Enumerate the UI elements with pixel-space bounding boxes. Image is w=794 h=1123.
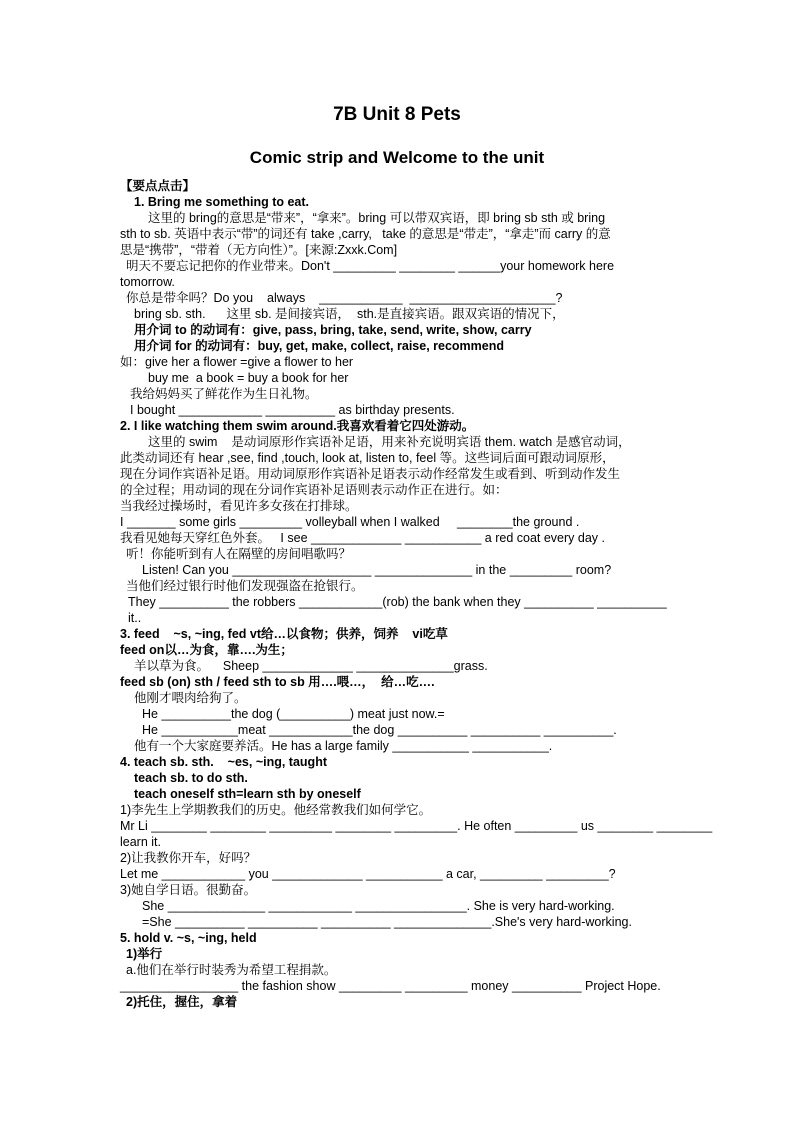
text-line: it.. bbox=[128, 611, 142, 625]
text-line: 【要点点击】 bbox=[120, 179, 196, 193]
text-line: sth to sb. 英语中表示“带”的词还有 take ,carry, take 的意思是“带走”，“拿走”而 carry 的意 bbox=[120, 227, 611, 241]
text-line: =She __________ __________ __________ ______________.She's very hard-working. bbox=[142, 915, 632, 929]
text-line: feed sb (on) sth / feed sth to sb 用….喂…， 给…吃…. bbox=[120, 675, 435, 689]
text-line: teach sb. to do sth. bbox=[134, 771, 248, 785]
text-line: 如：give her a flower =give a flower to her bbox=[120, 355, 354, 369]
text-line: I bought ____________ __________ as birthday presents. bbox=[130, 403, 455, 417]
text-line: 他刚才喂肉给狗了。 bbox=[134, 691, 247, 705]
text-line: Let me ____________ you _____________ ___________ a car, _________ _________? bbox=[120, 867, 616, 881]
text-line: 的全过程；用动词的现在分词作宾语补足语则表示动作正在进行。如： bbox=[120, 483, 508, 497]
text-line: 4. teach sb. sth. ~es, ~ing, taught bbox=[120, 755, 327, 769]
text-line: 1. Bring me something to eat. bbox=[134, 195, 310, 209]
text-line: He ___________meat ____________the dog __________ __________ __________. bbox=[142, 723, 617, 737]
text-line: _________________ the fashion show _________ _________ money __________ Project Hope. bbox=[120, 979, 661, 993]
text-line: 这里的 bring的意思是“带来”，“拿来”。bring 可以带双宾语，即 bring sb sth 或 bring bbox=[148, 211, 606, 225]
text-line: 用介词 for 的动词有：buy, get, make, collect, raise, recommend bbox=[134, 339, 505, 353]
text-line: 这里的 swim 是动词原形作宾语补足语，用来补充说明宾语 them. watch 是感官动词， bbox=[148, 435, 631, 449]
text-line: tomorrow. bbox=[120, 275, 175, 289]
text-line: 2)让我教你开车，好吗？ bbox=[120, 851, 257, 865]
text-line: bring sb. sth. 这里 sb. 是间接宾语， sth.是直接宾语。跟双宾语的情况下， bbox=[134, 307, 565, 321]
document-title: 7B Unit 8 Pets bbox=[333, 104, 461, 125]
text-line: 5. hold v. ~s, ~ing, held bbox=[120, 931, 257, 945]
text-line: 你总是带伞吗？Do you always ____________ _____________________? bbox=[126, 291, 563, 305]
text-line: buy me a book = buy a book for her bbox=[148, 371, 349, 385]
text-line: 思是“携带”，“带着（无方向性）”。[来源:Zxxk.Com] bbox=[120, 243, 398, 257]
text-line: 当他们经过银行时他们发现强盗在抢银行。 bbox=[126, 579, 364, 593]
text-line: a.他们在举行时装秀为希望工程捐款。 bbox=[126, 963, 337, 977]
text-line: 听！你能听到有人在隔壁的房间唱歌吗？ bbox=[126, 547, 352, 561]
text-line: 2)托住，握住，拿着 bbox=[126, 995, 238, 1009]
document-body bbox=[120, 178, 713, 1010]
text-line: 3. feed ~s, ~ing, fed vt给…以食物；供养，饲养 vi吃草 bbox=[120, 627, 448, 641]
text-line: 羊以草为食。 Sheep _____________ ______________grass. bbox=[134, 659, 488, 673]
text-line: feed on以…为食，靠….为生； bbox=[120, 643, 293, 657]
text-line: He __________the dog (__________) meat just now.= bbox=[142, 707, 445, 721]
text-line: 1)李先生上学期教我们的历史。他经常教我们如何学它。 bbox=[120, 803, 432, 817]
text-line: 明天不要忘记把你的作业带来。Don't _________ ________ ______your homework here bbox=[126, 259, 615, 273]
text-line: 1)举行 bbox=[126, 947, 163, 961]
text-line: 用介词 to 的动词有：give, pass, bring, take, send, write, show, carry bbox=[134, 323, 532, 337]
text-line: 3)她自学日语。很勤奋。 bbox=[120, 883, 257, 897]
text-line: Mr Li ________ ________ _________ ________ _________. He often _________ us ________ ________ bbox=[120, 819, 713, 833]
text-line: I _______ some girls _________ volleyball when I walked ________the ground . bbox=[120, 515, 580, 529]
text-line: 我看见她每天穿红色外套。 I see _____________ ___________ a red coat every day . bbox=[120, 531, 605, 545]
text-line: 当我经过操场时，看见许多女孩在打排球。 bbox=[120, 499, 358, 513]
text-line: She ______________ ____________ ________________. She is very hard-working. bbox=[142, 899, 615, 913]
text-line: 此类动词还有 hear ,see, find ,touch, look at, listen to, feel 等。这些词后面可跟动词原形， bbox=[120, 451, 615, 465]
text-line: teach oneself sth=learn sth by oneself bbox=[134, 787, 361, 801]
text-line: They __________ the robbers ____________(rob) the bank when they __________ __________ bbox=[128, 595, 667, 609]
text-line: 2. I like watching them swim around.我喜欢看着它四处游动。 bbox=[120, 419, 475, 433]
text-line: learn it. bbox=[120, 835, 161, 849]
text-line: Listen! Can you ____________________ ______________ in the _________ room? bbox=[142, 563, 612, 577]
text-line: 现在分词作宾语补足语。用动词原形作宾语补足语表示动作经常发生或看到、听到动作发生 bbox=[120, 467, 621, 481]
document-subtitle: Comic strip and Welcome to the unit bbox=[249, 148, 545, 167]
text-line: 他有一个大家庭要养活。He has a large family ___________ ___________. bbox=[134, 739, 553, 753]
text-line: 我给妈妈买了鲜花作为生日礼物。 bbox=[130, 387, 318, 401]
